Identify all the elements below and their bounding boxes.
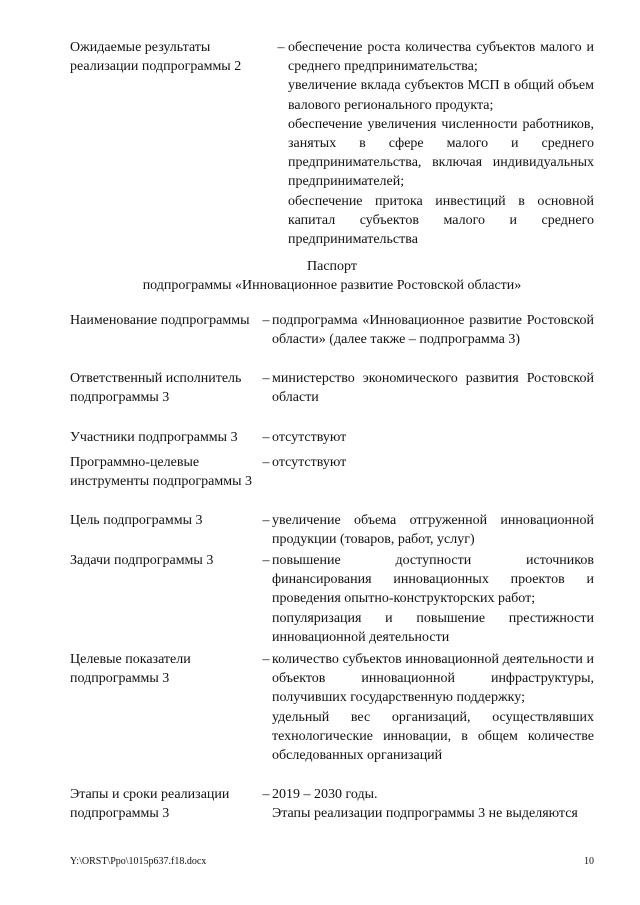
value-line: повышение доступности источников финансирования инновационных проектов и проведения опытно-конструкторских работ; — [272, 553, 594, 607]
row-value — [272, 311, 594, 349]
row-label: Задачи подпрограммы 3 — [70, 553, 214, 568]
value-line: удельный вес организаций, осуществлявших технологические инновации, в общем количестве обследованных организаций — [272, 709, 594, 764]
row-dash: – — [262, 513, 270, 528]
file-path: Y:\ORST\Ppo\1015p637.f18.docx — [70, 856, 207, 867]
passport-row-indicators — [70, 650, 594, 765]
row-label: Участники подпрограммы 3 — [70, 430, 238, 445]
value-line: увеличение объема отгруженной инновационной продукции (товаров, работ, услуг) — [272, 513, 594, 548]
row-dash: – — [262, 553, 270, 568]
row-label: Этапы и сроки реализации подпрограммы 3 — [70, 787, 230, 822]
passport-subtitle: подпрограммы «Инновационное развитие Ростовской области» — [142, 278, 522, 293]
value-line: подпрограмма «Инновационное развитие Ростовской области» (далее также – подпрограмма 3) — [272, 313, 594, 348]
row-value — [272, 369, 594, 407]
row-value — [272, 650, 594, 765]
expected-results-row — [70, 38, 594, 249]
value-line: отсутствуют — [272, 455, 347, 470]
row-label: Наименование подпрограммы — [70, 313, 250, 328]
row-dash: – — [277, 40, 285, 55]
row-dash: – — [262, 313, 270, 328]
value-line: отсутствуют — [272, 430, 347, 445]
value-line: увеличение вклада субъектов МСП в общий объем валового регионального продукта; — [288, 78, 594, 113]
passport-heading — [70, 257, 594, 295]
value-line: министерство экономического развития Ростовской области — [272, 371, 594, 406]
row-dash: – — [262, 430, 270, 445]
expected-results-value — [288, 38, 594, 249]
row-label: Целевые показатели подпрограммы 3 — [70, 652, 191, 687]
row-label: Цель подпрограммы 3 — [70, 513, 203, 528]
row-dash: – — [262, 455, 270, 470]
row-value — [272, 453, 594, 491]
passport-row-participants — [70, 428, 594, 447]
page-number: 10 — [584, 856, 594, 867]
row-value — [272, 511, 594, 549]
value-line: обеспечение притока инвестиций в основной капитал субъектов малого и среднего предпринимательства — [288, 193, 594, 248]
passport-row-name — [70, 311, 594, 349]
value-line: 2019 – 2030 годы. — [272, 787, 378, 802]
row-value — [272, 785, 594, 823]
row-label: Ответственный исполнитель подпрограммы 3 — [70, 371, 242, 406]
value-line: обеспечение роста количества субъектов малого и среднего предпринимательства; — [288, 40, 594, 75]
page-footer — [70, 856, 594, 868]
passport-title: Паспорт — [307, 259, 357, 274]
passport-row-executor — [70, 369, 594, 407]
row-label: Программно-целевые инструменты подпрограммы 3 — [70, 455, 252, 490]
passport-row-tasks — [70, 551, 594, 647]
row-value — [272, 551, 594, 647]
row-value — [272, 428, 594, 447]
value-line: популяризация и повышение престижности инновационной деятельности — [272, 610, 594, 645]
value-line: обеспечение увеличения численности работников, занятых в сфере малого и среднего предпринимательства, включая индивидуальных предпринимателей; — [288, 116, 594, 190]
passport-row-goal — [70, 511, 594, 549]
passport-row-instruments — [70, 453, 594, 491]
value-line: Этапы реализации подпрограммы 3 не выделяются — [272, 806, 578, 822]
row-dash: – — [262, 652, 270, 667]
value-line: количество субъектов инновационной деятельности и объектов инновационной инфраструктуры, получивших государственную поддержку; — [272, 652, 594, 706]
expected-results-label: Ожидаемые результаты реализации подпрограммы 2 — [70, 40, 242, 75]
row-dash: – — [262, 787, 270, 802]
row-dash: – — [262, 371, 270, 386]
passport-row-stages — [70, 785, 594, 823]
